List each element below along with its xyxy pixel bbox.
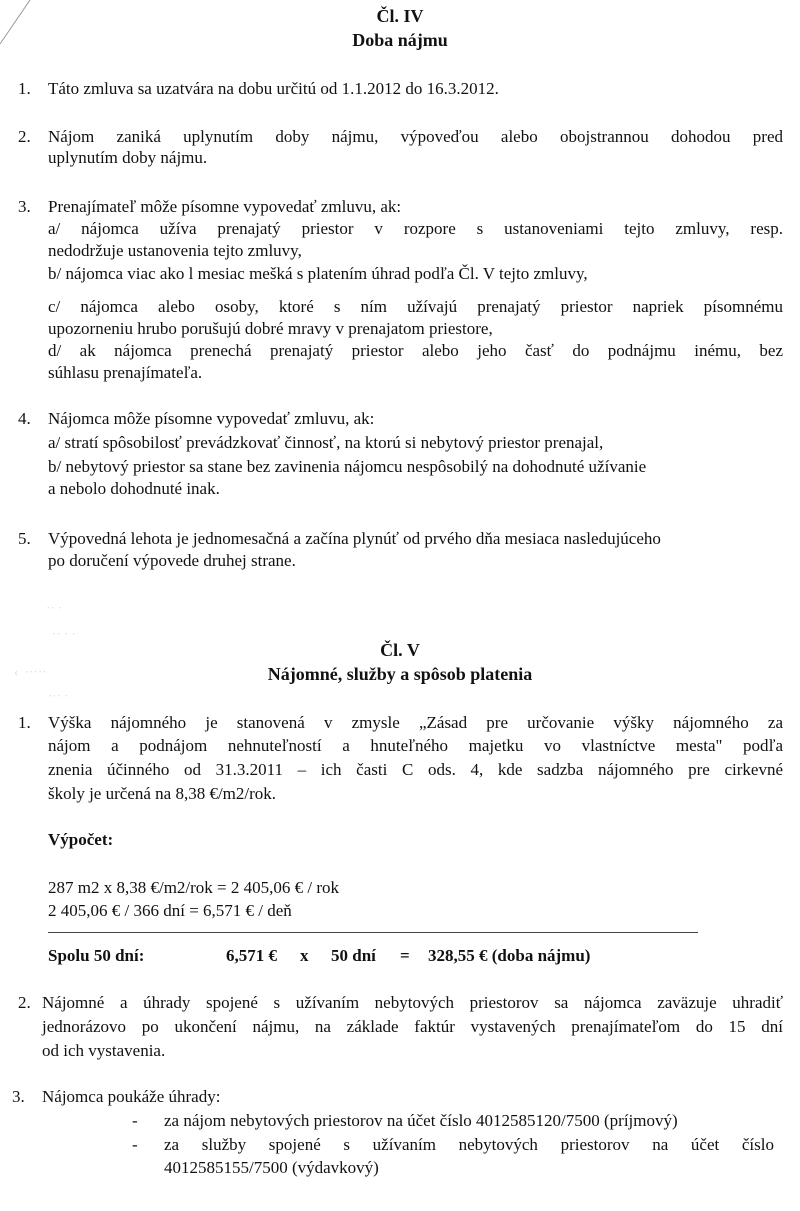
clause-line: súhlasu prenajímateľa. [48, 363, 203, 382]
clause-line: Nájomné a úhrady spojené s užívaním nebytových priestorov sa nájomca zaväzuje uhradiť [42, 993, 783, 1012]
article-5-number: Čl. V [380, 640, 420, 660]
calculation-line: 287 m2 x 8,38 €/m2/rok = 2 405,06 € / rok [48, 878, 340, 897]
scan-smudge: ·· · [46, 600, 63, 615]
scan-smudge: ·· · · [52, 626, 76, 641]
list-number: 3. [12, 1087, 25, 1106]
divider-line [48, 932, 698, 933]
clause-line: od ich vystavenia. [42, 1041, 166, 1060]
clause-line: znenia účinného od 31.3.2011 – ich časti C ods. 4, kde sadzba nájomného pre cirkevné [48, 760, 783, 779]
list-number: 1. [18, 79, 31, 98]
calculation-label: Výpočet: [48, 830, 114, 849]
clause-line: Nájom zaniká uplynutím doby nájmu, výpoveďou alebo obojstrannou dohodou pred [48, 127, 783, 146]
clause-line: uplynutím doby nájmu. [48, 148, 208, 167]
clause-line: nájom a podnájom nehnuteľností a hnuteľného majetku vo vlastníctve mesta" podľa [48, 736, 783, 755]
clause-line: upozorneniu hrubo porušujú dobré mravy v prenajatom priestore, [48, 319, 493, 338]
list-number: 2. [18, 127, 31, 146]
total-days: 50 dní [331, 946, 376, 965]
clause-line: Nájomca poukáže úhrady: [42, 1087, 221, 1106]
clause-line: a nebolo dohodnuté inak. [48, 479, 220, 498]
scan-smudge: ‹ ····· [14, 664, 47, 679]
calculation-line: 2 405,06 € / 366 dní = 6,571 € / deň [48, 901, 292, 920]
clause-line: c/ nájomca alebo osoby, ktoré s ním užívajú prenajatý priestor napriek písomnému [48, 297, 783, 316]
list-number: 2. [18, 993, 31, 1012]
clause-line: d/ ak nájomca prenechá prenajatý priestor alebo jeho časť do podnájmu inému, bez [48, 341, 783, 360]
bullet-dash: - [132, 1111, 138, 1130]
list-number: 1. [18, 713, 31, 732]
clause-line: školy je určená na 8,38 €/m2/rok. [48, 784, 277, 803]
clause-line: jednorázovo po ukončení nájmu, na základe faktúr vystavených prenajímateľom do 15 dní [42, 1017, 783, 1036]
clause-line: b/ nebytový priestor sa stane bez zavinenia nájomcu nespôsobilý na dohodnuté užívanie [48, 457, 647, 476]
clause-line: a/ nájomca užíva prenajatý priestor v rozpore s ustanoveniami tejto zmluvy, resp. [48, 219, 783, 238]
total-result: 328,55 € (doba nájmu) [428, 946, 591, 965]
clause-line: po doručení výpovede druhej strane. [48, 551, 296, 570]
clause-line: Výpovedná lehota je jednomesačná a začína plynúť od prvého dňa mesiaca nasledujúceho [48, 529, 661, 548]
list-number: 5. [18, 529, 31, 548]
clause-line: nedodržuje ustanovenia tejto zmluvy, [48, 241, 302, 260]
clause-line: Táto zmluva sa uzatvára na dobu určitú od 1.1.2012 do 16.3.2012. [48, 79, 499, 98]
total-equals: = [400, 946, 410, 965]
bullet-dash: - [132, 1135, 138, 1154]
list-number: 3. [18, 197, 31, 216]
clause-line: Výška nájomného je stanovená v zmysle „Zásad pre určovanie výšky nájomného za [48, 713, 783, 732]
scan-smudge: ··· · [48, 688, 69, 703]
clause-line: Nájomca môže písomne vypovedať zmluvu, ak: [48, 409, 375, 428]
clause-line: Prenajímateľ môže písomne vypovedať zmluvu, ak: [48, 197, 402, 216]
article-5-title: Nájomné, služby a spôsob platenia [267, 664, 533, 684]
total-multiply: x [300, 946, 309, 965]
article-4-title: Doba nájmu [352, 30, 448, 50]
total-label: Spolu 50 dní: [48, 946, 145, 965]
clause-line: 4012585155/7500 (výdavkový) [164, 1158, 379, 1177]
total-amount: 6,571 € [226, 946, 277, 965]
list-number: 4. [18, 409, 31, 428]
clause-line: b/ nájomca viac ako l mesiac mešká s platením úhrad podľa Čl. V tejto zmluvy, [48, 264, 588, 283]
clause-line: a/ stratí spôsobilosť prevádzkovať činnosť, na ktorú si nebytový priestor prenajal, [48, 433, 604, 452]
article-4-number: Čl. IV [376, 6, 424, 26]
clause-line: za nájom nebytových priestorov na účet číslo 4012585120/7500 (príjmový) [164, 1111, 678, 1130]
clause-line: za služby spojené s užívaním nebytových priestorov na účet číslo [164, 1135, 774, 1154]
